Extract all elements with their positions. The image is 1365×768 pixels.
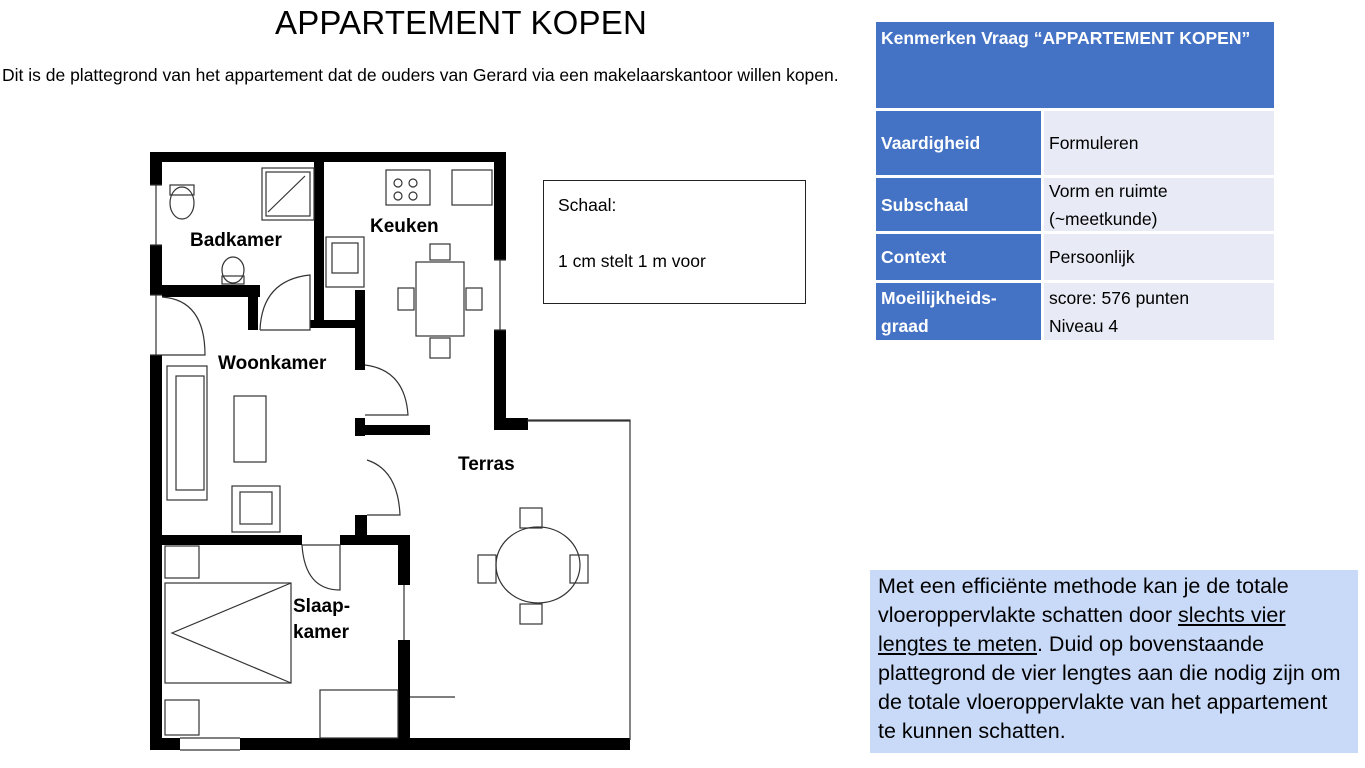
info-value: score: 576 punten Niveau 4	[1044, 283, 1274, 340]
room-label-keuken: Keuken	[370, 216, 439, 237]
note-text-2: . Duid op bovenstaande plattegrond de vier lengtes aan die nodig zijn om de totale vloeroppervlakte van het appartement te kunnen schatten.	[878, 632, 1341, 743]
info-row-moeilijkheidsgraad	[876, 283, 1274, 340]
intro-text: Dit is de plattegrond van het appartement dat de ouders van Gerard via een makelaarskantoor willen kopen.	[2, 65, 839, 85]
scale-text: 1 cm stelt 1 m voor	[558, 251, 706, 271]
info-header: Kenmerken Vraag “APPARTEMENT KOPEN”	[876, 22, 1274, 108]
page-title: APPARTEMENT KOPEN	[275, 4, 647, 41]
info-value: Persoonlijk	[1044, 234, 1274, 280]
note-text-1: Met een efficiënte methode kan je de totale vloeroppervlakte schatten door	[878, 574, 1289, 627]
info-row-context	[876, 234, 1274, 280]
instruction-note	[870, 570, 1358, 753]
room-label-slaapkamer-1: Slaap-	[293, 596, 351, 617]
scale-box	[543, 180, 806, 304]
info-value: Vorm en ruimte (~meetkunde)	[1044, 178, 1274, 231]
info-key: Vaardigheid	[876, 111, 1041, 175]
note-underlined: slechts vier lengtes te meten	[878, 603, 1286, 656]
furniture	[165, 168, 588, 738]
info-key: Subschaal	[876, 178, 1041, 231]
info-key: Context	[876, 234, 1041, 280]
room-label-slaapkamer-2: kamer	[293, 622, 349, 643]
room-label-badkamer: Badkamer	[190, 230, 282, 251]
info-row-vaardigheid	[876, 111, 1274, 175]
room-label-terras: Terras	[458, 454, 515, 475]
info-row-subschaal	[876, 178, 1274, 231]
info-value: Formuleren	[1044, 111, 1274, 175]
room-label-woonkamer: Woonkamer	[218, 353, 327, 374]
info-key: Moeilijkheids- graad	[876, 283, 1041, 340]
scale-label: Schaal:	[558, 195, 617, 215]
